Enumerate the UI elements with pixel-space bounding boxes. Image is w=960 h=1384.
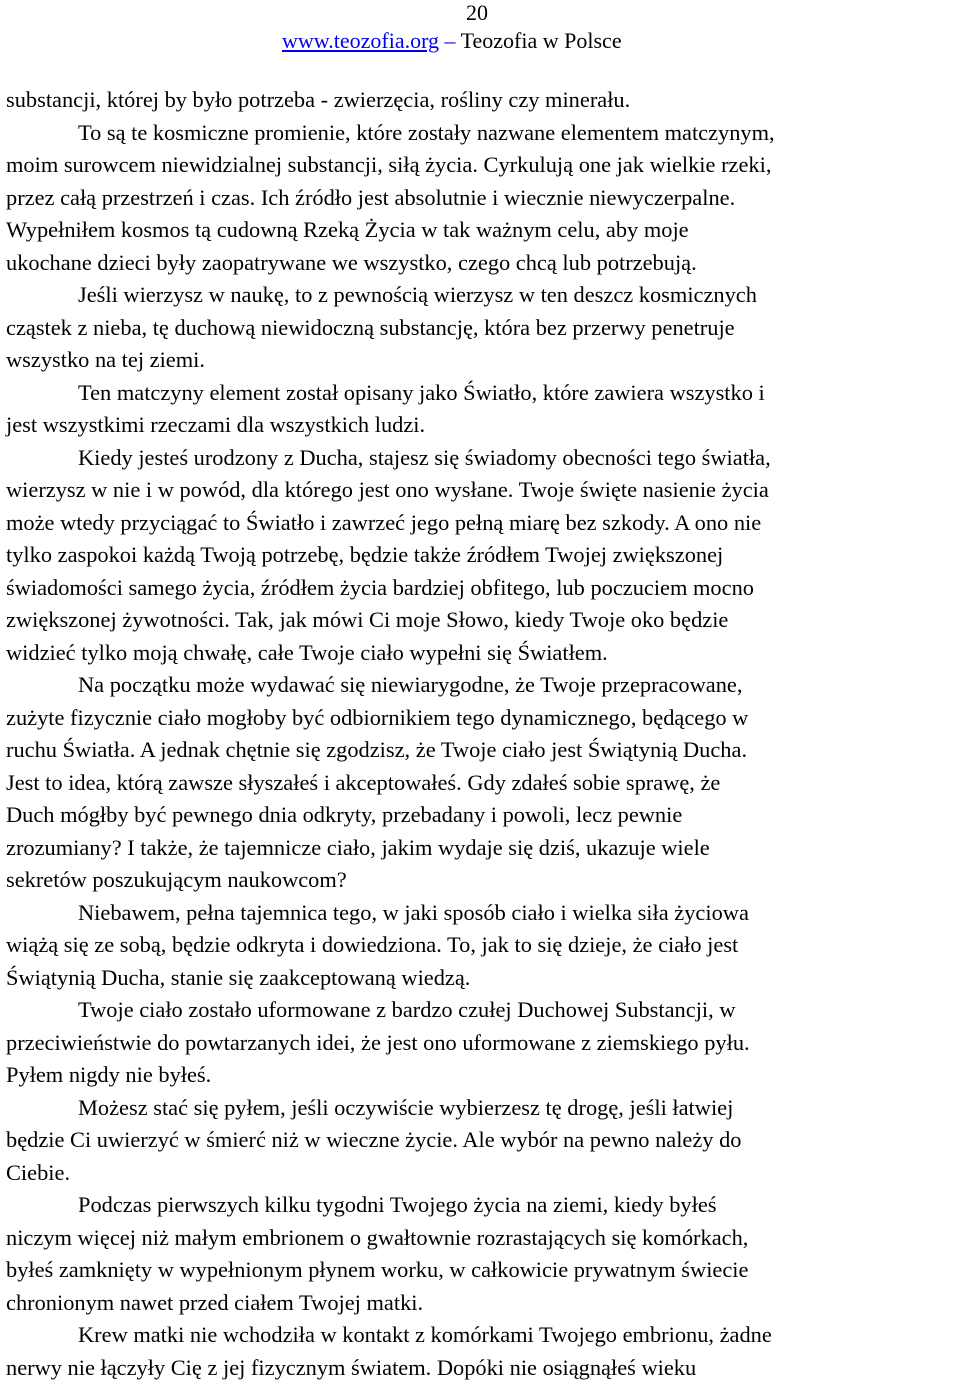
text-line: Ciebie. [6,1157,952,1190]
text-line: widzieć tylko moją chwałę, całe Twoje ciało wypełni się Światłem. [6,637,952,670]
header-separator: – [439,28,461,53]
text-line: Świątynią Ducha, stanie się zaakceptowaną wiedzą. [6,962,952,995]
text-line: przeciwieństwie do powtarzanych idei, że jest ono uformowane z ziemskiego pyłu. [6,1027,952,1060]
text-line: wszystko na tej ziemi. [6,344,952,377]
text-line: moim surowcem niewidzialnej substancji, siłą życia. Cyrkulują one jak wielkie rzeki, [6,149,952,182]
text-line: To są te kosmiczne promienie, które zostały nazwane elementem matczynym, [6,117,952,150]
text-line: zrozumiany? I także, że tajemnicze ciało, jakim wydaje się dziś, ukazuje wiele [6,832,952,865]
text-line: Duch mógłby być pewnego dnia odkryty, przebadany i powoli, lecz pewnie [6,799,952,832]
text-line: Niebawem, pełna tajemnica tego, w jaki sposób ciało i wielka siła życiowa [6,897,952,930]
text-line: świadomości samego życia, źródłem życia bardziej obfitego, lub poczuciem mocno [6,572,952,605]
text-line: Wypełniłem kosmos tą cudowną Rzeką Życia w tak ważnym celu, aby moje [6,214,952,247]
text-line: wierzysz w nie i w powód, dla którego jest ono wysłane. Twoje święte nasienie życia [6,474,952,507]
site-link[interactable]: www.teozofia.org [282,28,439,53]
text-line: zwiększonej żywotności. Tak, jak mówi Ci moje Słowo, kiedy Twoje oko będzie [6,604,952,637]
text-line: Pyłem nigdy nie byłeś. [6,1059,952,1092]
text-line: Ten matczyny element został opisany jako Światło, które zawiera wszystko i [6,377,952,410]
text-line: Jest to idea, którą zawsze słyszałeś i akceptowałeś. Gdy zdałeś sobie sprawę, że [6,767,952,800]
page-header [0,0,960,60]
site-title: Teozofia w Polsce [461,28,622,53]
text-line: Na początku może wydawać się niewiarygodne, że Twoje przepracowane, [6,669,952,702]
text-line: chronionym nawet przed ciałem Twojej matki. [6,1287,952,1320]
text-line: Jeśli wierzysz w naukę, to z pewnością wierzysz w ten deszcz kosmicznych [6,279,952,312]
text-line: Możesz stać się pyłem, jeśli oczywiście wybierzesz tę drogę, jeśli łatwiej [6,1092,952,1125]
text-line: przez całą przestrzeń i czas. Ich źródło jest absolutnie i wiecznie niewyczerpalne. [6,182,952,215]
text-line: jest wszystkimi rzeczami dla wszystkich ludzi. [6,409,952,442]
text-line: może wtedy przyciągać to Światło i zawrzeć jego pełną miarę bez szkody. A ono nie [6,507,952,540]
text-line: byłeś zamknięty w wypełnionym płynem worku, w całkowicie prywatnym świecie [6,1254,952,1287]
text-line: ruchu Światła. A jednak chętnie się zgodzisz, że Twoje ciało jest Świątynią Ducha. [6,734,952,767]
text-line: zużyte fizycznie ciało mogłoby być odbiornikiem tego dynamicznego, będącego w [6,702,952,735]
page-number: 20 [466,0,488,26]
text-line: Kiedy jesteś urodzony z Ducha, stajesz się świadomy obecności tego światła, [6,442,952,475]
text-line: Podczas pierwszych kilku tygodni Twojego życia na ziemi, kiedy byłeś [6,1189,952,1222]
text-line: nerwy nie łączyły Cię z jej fizycznym światem. Dopóki nie osiągnąłeś wieku [6,1352,952,1384]
text-line: tylko zaspokoi każdą Twoją potrzebę, będzie także źródłem Twojej zwiększonej [6,539,952,572]
text-line: ukochane dzieci były zaopatrywane we wszystko, czego chcą lub potrzebują. [6,247,952,280]
text-line: substancji, której by było potrzeba - zwierzęcia, rośliny czy minerału. [6,84,952,117]
text-line: niczym więcej niż małym embrionem o gwałtownie rozrastających się komórkach, [6,1222,952,1255]
text-line: cząstek z nieba, tę duchową niewidoczną substancję, która bez przerwy penetruje [6,312,952,345]
document-body [6,84,952,1384]
text-line: wiążą się ze sobą, będzie odkryta i dowiedziona. To, jak to się dzieje, że ciało jest [6,929,952,962]
text-line: sekretów poszukującym naukowcom? [6,864,952,897]
text-line: Twoje ciało zostało uformowane z bardzo czułej Duchowej Substancji, w [6,994,952,1027]
text-line: będzie Ci uwierzyć w śmierć niż w wieczne życie. Ale wybór na pewno należy do [6,1124,952,1157]
header-line [282,28,622,54]
text-line: Krew matki nie wchodziła w kontakt z komórkami Twojego embrionu, żadne [6,1319,952,1352]
